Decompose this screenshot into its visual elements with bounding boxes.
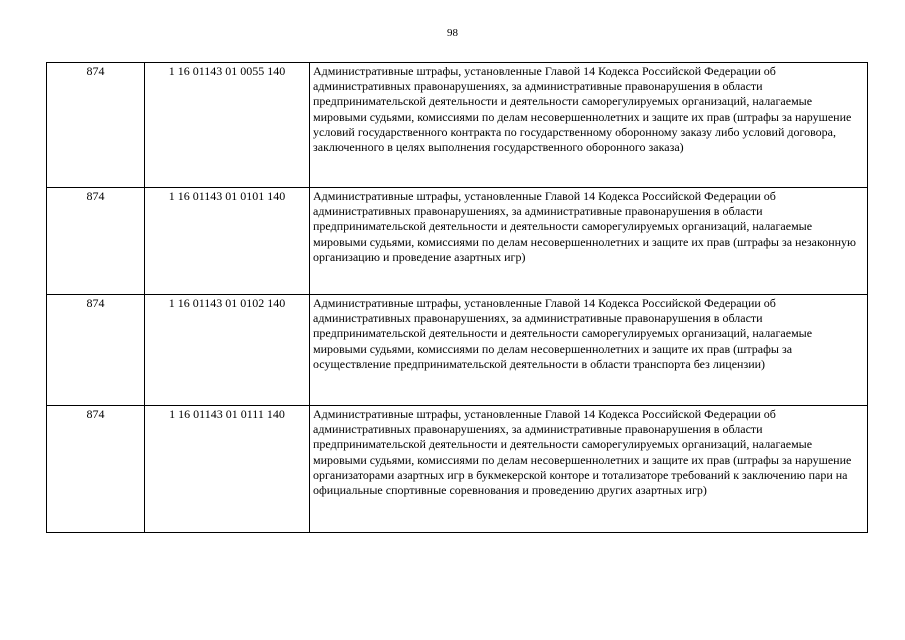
page-number: 98 — [447, 27, 458, 39]
kbk-code-cell: 1 16 01143 01 0111 140 — [145, 406, 310, 533]
table-row — [47, 63, 868, 188]
table-row — [47, 188, 868, 295]
table-row — [47, 295, 868, 406]
admin-code-cell: 874 — [47, 295, 145, 406]
description-cell: Административные штрафы, установленные Главой 14 Кодекса Российской Федерации об административных правонарушениях, за административные правонарушения в области предпринимательской деятельности и деятельности саморегулируемых организаций, налагаемые мировыми судьями, комиссиями по делам несовершеннолетних и защите их прав (штрафы за нарушение организаторами азартных игр в букмекерской конторе и тотализаторе требований к заключению пари на официальные спортивные соревнования и проведению других азартных игр) — [310, 406, 868, 533]
kbk-code-cell: 1 16 01143 01 0055 140 — [145, 63, 310, 188]
admin-code-cell: 874 — [47, 406, 145, 533]
budget-classification-table — [46, 62, 868, 533]
kbk-code-cell: 1 16 01143 01 0102 140 — [145, 295, 310, 406]
admin-code-cell: 874 — [47, 188, 145, 295]
kbk-code-cell: 1 16 01143 01 0101 140 — [145, 188, 310, 295]
admin-code-cell: 874 — [47, 63, 145, 188]
table-row — [47, 406, 868, 533]
description-cell: Административные штрафы, установленные Главой 14 Кодекса Российской Федерации об административных правонарушениях, за административные правонарушения в области предпринимательской деятельности и деятельности саморегулируемых организаций, налагаемые мировыми судьями, комиссиями по делам несовершеннолетних и защите их прав (штрафы за осуществление предпринимательской деятельности в области транспорта без лицензии) — [310, 295, 868, 406]
description-cell: Административные штрафы, установленные Главой 14 Кодекса Российской Федерации об административных правонарушениях, за административные правонарушения в области предпринимательской деятельности и деятельности саморегулируемых организаций, налагаемые мировыми судьями, комиссиями по делам несовершеннолетних и защите их прав (штрафы за нарушение условий государственного контракта по государственному оборонному заказу либо условий договора, заключенного в целях выполнения государственного оборонного заказа) — [310, 63, 868, 188]
description-cell: Административные штрафы, установленные Главой 14 Кодекса Российской Федерации об административных правонарушениях, за административные правонарушения в области предпринимательской деятельности и деятельности саморегулируемых организаций, налагаемые мировыми судьями, комиссиями по делам несовершеннолетних и защите их прав (штрафы за незаконную организацию и проведение азартных игр) — [310, 188, 868, 295]
